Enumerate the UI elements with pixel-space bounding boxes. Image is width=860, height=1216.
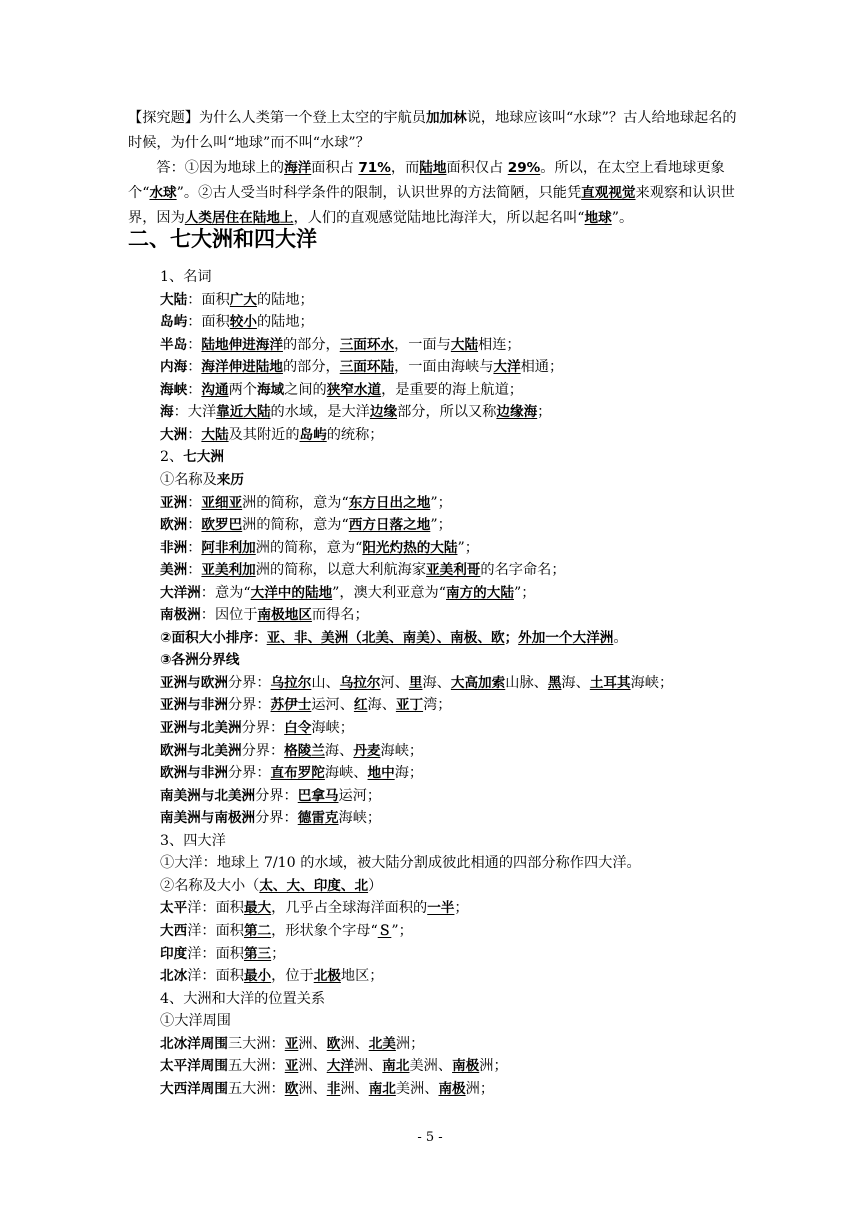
emphasis-run: 亚 (284, 1035, 299, 1052)
content-line (160, 988, 325, 1010)
emphasis-run: 黑 (547, 674, 562, 691)
text-run: 洲； (479, 1058, 508, 1075)
content-line (160, 1055, 508, 1077)
text-run: 分界： (241, 742, 285, 759)
emphasis-run: 北冰 (160, 968, 188, 985)
content-line (160, 492, 452, 514)
emphasis-run: 红 (353, 697, 368, 714)
emphasis-run: 西方日落之地 (348, 517, 431, 534)
text-run: 地区； (340, 968, 384, 985)
text-run: ：意为“ (200, 584, 251, 601)
emphasis-run: ； (504, 629, 519, 646)
emphasis-run: 陆地 (419, 160, 447, 176)
text-run: ”； (457, 539, 479, 556)
text-run: 相通； (520, 359, 564, 376)
emphasis-run: 亚丁 (395, 697, 424, 714)
text-run: 洲、 (353, 1058, 383, 1075)
emphasis-run: 海域 (256, 381, 285, 398)
emphasis-run: 第三 (243, 945, 272, 962)
text-run: 。 (613, 629, 628, 646)
emphasis-run: 南极 (452, 1058, 480, 1075)
text-run: ： (187, 426, 202, 443)
emphasis-run: 最大 (243, 900, 272, 917)
emphasis-run: 三面环水 (339, 336, 395, 353)
emphasis-run: 大陆 (160, 291, 188, 308)
emphasis-run: 海洋伸进陆地 (201, 359, 283, 376)
text-run: 的统称； (326, 426, 384, 443)
text-run: 部分，所以又称 (397, 404, 497, 421)
emphasis-run: 欧罗巴 (201, 517, 243, 534)
text-run: 面积仅占 (446, 160, 508, 176)
emphasis-run: 欧洲与非洲 (160, 765, 228, 782)
text-run: 来观察和认识世界，因为 (128, 185, 735, 226)
content-line (160, 852, 641, 874)
text-run: 分界： (227, 674, 271, 691)
emphasis-run: 沟通 (201, 381, 229, 398)
content-line (160, 627, 628, 649)
content-line (160, 740, 423, 762)
text-run: ） (368, 877, 383, 894)
emphasis-run: 狭窄水道 (326, 381, 382, 398)
emphasis-run: 水球 (149, 185, 177, 201)
text-run: 分界： (227, 697, 271, 714)
emphasis-run: 内海 (160, 359, 188, 376)
emphasis-run: 加加林 (425, 110, 467, 126)
content-line (160, 649, 239, 671)
emphasis-run: 欧洲 (160, 517, 188, 534)
emphasis-run: 巴拿马 (297, 787, 339, 804)
emphasis-run: 大洋洲 (160, 584, 201, 601)
emphasis-run: 岛屿 (299, 426, 327, 443)
emphasis-run: 三面环陆 (339, 359, 395, 376)
text-run: 分界： (255, 810, 298, 827)
content-line (160, 694, 451, 716)
text-run: ，位于 (271, 968, 314, 985)
content-line (160, 785, 381, 807)
emphasis-run: 丹麦 (353, 742, 381, 759)
text-run: ，形状象个字母“ (271, 922, 378, 939)
emphasis-run: 太平 (160, 900, 188, 917)
emphasis-run: 较小 (229, 314, 257, 331)
emphasis-run: 欧 (326, 1035, 341, 1052)
text-run: 海； (394, 765, 424, 782)
text-run: ”； (513, 584, 536, 601)
content-line (160, 1010, 231, 1032)
text-run: 说，地球应该叫“水球”？古人给地球起名的时候，为什么叫“地球”而不叫“水球”？ (128, 110, 737, 151)
emphasis-run: 亚 (284, 1058, 299, 1075)
text-run: ：大洋 (173, 404, 217, 421)
emphasis-run: 乌拉尔 (339, 674, 381, 691)
text-run: ①大洋：地球上 7/10 的水域，被大陆分割成彼此相通的四部分称作四大洋。 (160, 855, 641, 872)
intro-paragraph (128, 106, 740, 156)
content-line (160, 582, 535, 604)
text-run: 。所以，在太空上看地球更象个“ (128, 160, 725, 201)
text-run: 4、大洲和大洋的位置关系 (160, 990, 326, 1007)
text-run: 海峡； (630, 674, 674, 691)
text-run: 的陆地； (256, 314, 314, 331)
text-run: 答：①因为地球上的 (128, 160, 285, 176)
emphasis-run: 美洲 (160, 562, 188, 579)
text-run: ： (187, 494, 202, 511)
emphasis-run: 外加一个大洋洲 (518, 629, 614, 646)
text-run: 2、 (160, 449, 184, 466)
emphasis-run: 非 (326, 1080, 341, 1097)
emphasis-run: 地球 (584, 210, 612, 226)
emphasis-run: 71% (358, 160, 391, 176)
text-run: 海峡、 (324, 765, 368, 782)
text-run: 洲的简称，意为“ (242, 517, 349, 534)
emphasis-run: 来历 (216, 471, 244, 488)
text-run: 两个 (228, 381, 257, 398)
emphasis-run: 欧 (284, 1080, 299, 1097)
text-run: 的部分， (282, 359, 340, 376)
emphasis-run: 广大 (229, 291, 257, 308)
emphasis-run: 直布罗陀 (270, 765, 325, 782)
emphasis-run: 欧洲与北美洲 (160, 742, 242, 759)
emphasis-run: 南极地区 (257, 607, 312, 624)
text-run: ：面积 (187, 291, 230, 308)
text-run: 洲的简称，意为“ (255, 539, 363, 556)
text-run: ，而 (390, 160, 420, 176)
emphasis-run: 北冰洋周围 (160, 1035, 228, 1052)
emphasis-run: 亚美利哥 (426, 562, 481, 579)
text-run: 海峡； (380, 742, 424, 759)
emphasis-run: 人类居住在陆地上 (184, 210, 294, 226)
text-run: 三大洲： (227, 1035, 285, 1052)
text-run: ： (187, 562, 202, 579)
emphasis-run: 阳光灼热的大陆 (362, 539, 458, 556)
text-run: ①名称及 (160, 471, 217, 488)
emphasis-run: 陆地伸进海洋 (201, 336, 283, 353)
text-run: 山、 (311, 674, 340, 691)
emphasis-run: 大高加索 (450, 674, 506, 691)
emphasis-run: 地中 (367, 765, 395, 782)
text-run: ，人们的直观感觉陆地比海洋大，所以起名叫“ (293, 210, 585, 226)
text-run: 美洲、 (395, 1080, 439, 1097)
emphasis-run: 亚洲与欧洲 (160, 674, 228, 691)
emphasis-run: 大洋中的陆地 (250, 584, 333, 601)
emphasis-run: 白令 (284, 720, 312, 736)
content-line (160, 289, 314, 311)
content-line (160, 537, 479, 559)
emphasis-run: 南北 (368, 1080, 396, 1097)
emphasis-run: 大西洋周围 (160, 1080, 228, 1097)
emphasis-run: 太平洋周围 (160, 1058, 228, 1075)
text-run: 3、四大洋 (160, 832, 226, 849)
text-run: 洋：面积 (187, 922, 244, 939)
text-run: 海、 (561, 674, 590, 691)
emphasis-run: 海洋 (284, 160, 312, 176)
text-run: 洲、 (340, 1035, 369, 1052)
emphasis-run: ③各洲分界线 (160, 652, 240, 669)
emphasis-run: 南极洲 (160, 607, 201, 624)
emphasis-run: 太、大、印度、北 (259, 877, 369, 894)
text-run: 洲； (395, 1035, 425, 1052)
text-run: 海、 (324, 742, 354, 759)
text-run: 分界： (255, 787, 298, 804)
content-line (160, 807, 381, 829)
emphasis-run: 非洲 (160, 539, 188, 556)
content-line (160, 1078, 494, 1100)
emphasis-run: 大西 (160, 922, 188, 939)
emphasis-run: 边缘海 (496, 404, 538, 421)
text-run: ”，澳大利亚意为“ (332, 584, 446, 601)
content-line (160, 401, 551, 423)
text-run: 洲、 (298, 1035, 327, 1052)
emphasis-run: 南美洲与北美洲 (160, 787, 256, 804)
emphasis-run: 七大洲 (183, 449, 224, 466)
emphasis-run: 亚美利加 (201, 562, 256, 579)
emphasis-run: 印度 (160, 945, 188, 962)
emphasis-run: Ｓ (377, 922, 392, 939)
content-line (160, 604, 369, 626)
text-run: 海、 (422, 674, 451, 691)
emphasis-run: 29% (507, 160, 541, 176)
text-run: ②名称及大小（ (160, 877, 260, 894)
content-line (160, 356, 563, 378)
emphasis-run: 东方日出之地 (348, 494, 431, 511)
text-run: 海峡； (338, 810, 382, 827)
text-run: 分界： (227, 765, 271, 782)
content-line (160, 762, 423, 784)
emphasis-run: 南美洲与南极洲 (160, 810, 256, 827)
text-run: 湾； (423, 697, 452, 714)
text-run: 五大洲： (227, 1080, 285, 1097)
emphasis-run: 大陆 (201, 426, 229, 443)
emphasis-run: 直观视觉 (581, 185, 636, 201)
text-run: 的水域，是大洋 (270, 404, 370, 421)
emphasis-run: 海 (160, 404, 174, 421)
emphasis-run: 德雷克 (297, 810, 339, 827)
text-run: 洲、 (298, 1058, 327, 1075)
text-run: 海、 (367, 697, 396, 714)
content-line (160, 446, 224, 468)
emphasis-run: 土耳其 (589, 674, 631, 691)
text-run: 五大洲： (227, 1058, 285, 1075)
emphasis-run: 南北 (382, 1058, 410, 1075)
emphasis-run: 大洋 (493, 359, 521, 376)
text-run: 相连； (478, 336, 521, 353)
content-line (160, 1033, 424, 1055)
text-run: ： (187, 381, 202, 398)
text-run: ，几乎占全球海洋面积的 (271, 900, 428, 917)
text-run: 分界： (241, 720, 285, 736)
content-line (160, 897, 469, 919)
text-run: 洲的简称，意为“ (242, 494, 349, 511)
emphasis-run: 亚、非、美洲（北美、南美）、南极、欧 (266, 629, 505, 646)
text-run: 【探究题】为什么人类第一个登上太空的宇航员 (128, 110, 426, 126)
emphasis-run: 一半 (427, 900, 455, 917)
text-run: ①大洋周围 (160, 1013, 231, 1030)
content-line (160, 559, 566, 581)
emphasis-run: 亚洲与北美洲 (160, 720, 242, 736)
content-line (160, 311, 314, 333)
emphasis-run: 北极 (313, 968, 341, 985)
text-run: 的陆地； (256, 291, 314, 308)
text-run: 面积占 (311, 160, 359, 176)
emphasis-run: 大洋 (326, 1058, 354, 1075)
text-run: ”； (430, 517, 452, 534)
intro-paragraph (128, 156, 740, 231)
emphasis-run: 第二 (243, 922, 272, 939)
content-line (160, 266, 212, 288)
text-run: ”。 (611, 210, 634, 226)
text-run: ： (187, 336, 202, 353)
emphasis-run: 靠近大陆 (216, 404, 271, 421)
section-title: 二、七大洲和四大洋 (128, 227, 317, 251)
text-run: ”； (391, 922, 413, 939)
emphasis-run: 南极 (438, 1080, 466, 1097)
content-line (160, 514, 452, 536)
emphasis-run: 亚洲 (160, 494, 188, 511)
page-number: - 5 - (417, 1130, 443, 1145)
text-run: ，一面由海峡与 (394, 359, 494, 376)
emphasis-run: 亚细亚 (201, 494, 243, 511)
emphasis-run: 半岛 (160, 336, 188, 353)
text-run: ，一面与 (394, 336, 451, 353)
text-run: 河、 (380, 674, 409, 691)
emphasis-run: ②面积大小排序： (160, 629, 267, 646)
text-run: ”； (430, 494, 452, 511)
content-line (160, 469, 244, 491)
text-run: 洲； (465, 1080, 495, 1097)
content-line (160, 334, 521, 356)
emphasis-run: 里 (408, 674, 423, 691)
emphasis-run: 南方的大陆 (446, 584, 514, 601)
text-run: ： (187, 359, 202, 376)
text-run: ：因位于 (200, 607, 258, 624)
text-run: 洲、 (340, 1080, 369, 1097)
text-run: ； (271, 945, 286, 962)
emphasis-run: 大陆 (450, 336, 479, 353)
text-run: 山脉、 (505, 674, 548, 691)
emphasis-run: 海峡 (160, 381, 188, 398)
text-run: 海峡； (311, 720, 354, 736)
emphasis-run: 亚洲与非洲 (160, 697, 228, 714)
content-line (160, 424, 383, 446)
text-run: ： (187, 517, 202, 534)
text-run: 及其附近的 (228, 426, 300, 443)
content-line (160, 379, 523, 401)
text-run: ； (537, 404, 552, 421)
emphasis-run: 岛屿 (160, 314, 188, 331)
text-run: 之间的 (284, 381, 327, 398)
text-run: ：面积 (187, 314, 230, 331)
emphasis-run: 北美 (368, 1035, 396, 1052)
text-run: 美洲、 (409, 1058, 453, 1075)
text-run: ： (187, 539, 202, 556)
text-run: ”。②古人受当时科学条件的限制，认识世界的方法简陋，只能凭 (176, 185, 582, 201)
content-line (160, 717, 354, 739)
emphasis-run: 乌拉尔 (270, 674, 312, 691)
emphasis-run: 大洲 (160, 426, 188, 443)
content-line (160, 965, 383, 987)
text-run: 洲、 (298, 1080, 327, 1097)
text-run: ，是重要的海上航道； (381, 381, 523, 398)
content-line (160, 875, 382, 897)
text-run: 而得名； (311, 607, 369, 624)
text-run: 的部分， (282, 336, 340, 353)
text-run: 洋：面积 (187, 968, 244, 985)
emphasis-run: 边缘 (369, 404, 398, 421)
emphasis-run: 格陵兰 (284, 742, 325, 759)
text-run: 洋：面积 (187, 900, 244, 917)
text-run: 运河； (338, 787, 382, 804)
text-run: 1、名词 (160, 269, 212, 285)
emphasis-run: 阿非利加 (201, 539, 256, 556)
content-line (160, 672, 673, 694)
text-run: 洋：面积 (187, 945, 244, 962)
text-run: 洲的简称，以意大利航海家 (255, 562, 427, 579)
text-run: 的名字命名； (480, 562, 566, 579)
content-line (160, 943, 285, 965)
emphasis-run: 最小 (243, 968, 272, 985)
content-line (160, 920, 413, 942)
text-run: 运河、 (311, 697, 354, 714)
text-run: ； (454, 900, 469, 917)
content-line (160, 830, 226, 852)
emphasis-run: 苏伊士 (270, 697, 312, 714)
